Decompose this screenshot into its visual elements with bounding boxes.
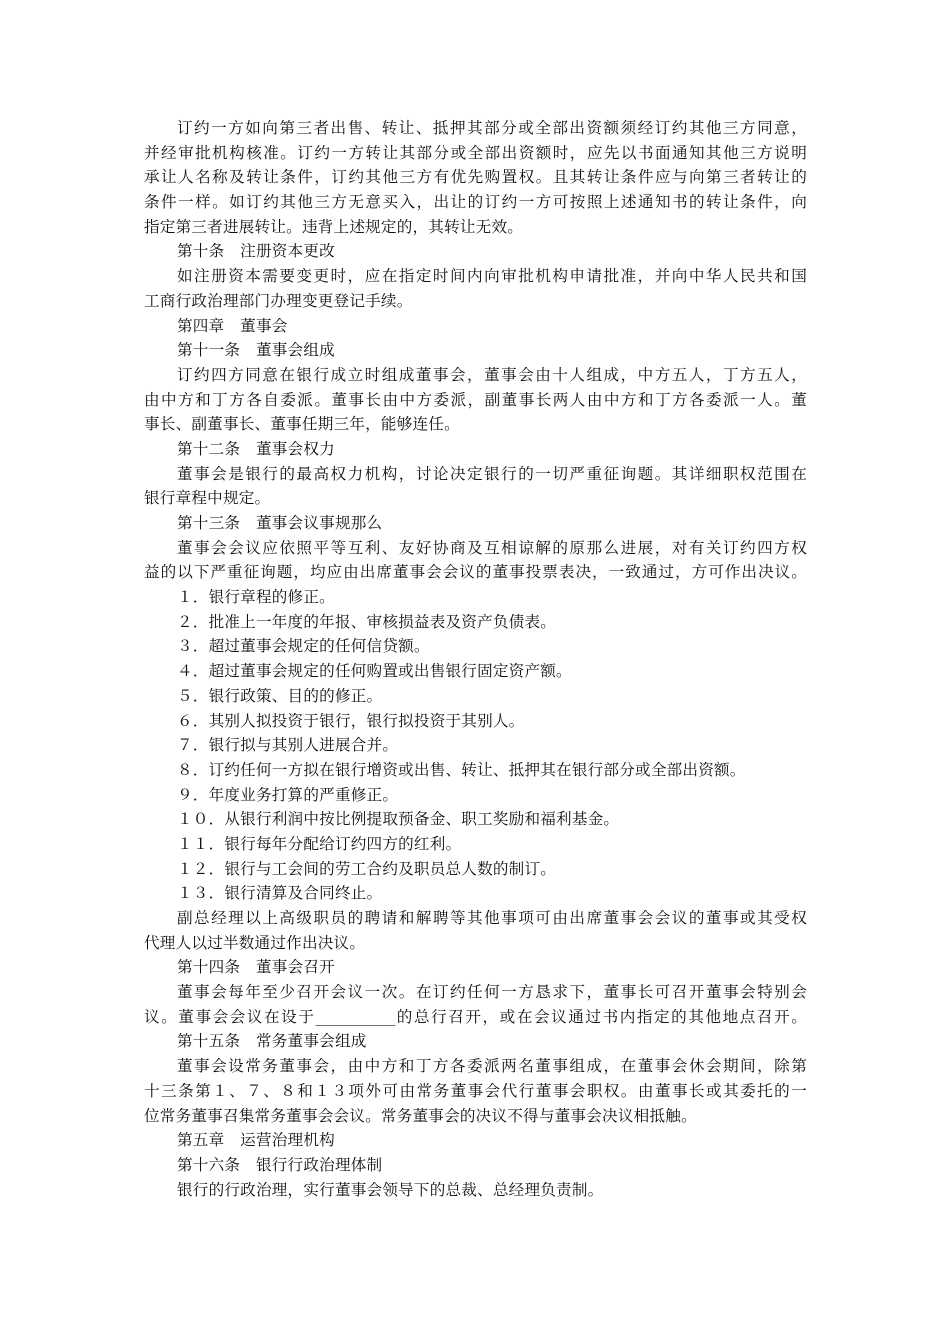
- text-line: 益的以下严重征询题，均应由出席董事会会议的董事投票表决，一致通过，方可作出决议。: [144, 563, 807, 582]
- text-line: １１．银行每年分配给订约四方的红利。: [177, 834, 462, 853]
- text-line: ４．超过董事会规定的任何购置或出售银行固定资产额。: [177, 662, 572, 681]
- text-line: 代理人以过半数通过作出决议。: [144, 933, 366, 952]
- text-line: 条件一样。如订约其他三方无意买入，出让的订约一方可按照上述通知书的转让条件，向: [144, 193, 807, 212]
- text-line: 董事会是银行的最高权力机构，讨论决定银行的一切严重征询题。其详细职权范围在: [177, 464, 807, 483]
- text-line: １２．银行与工会间的劳工合约及职员总人数的制订。: [177, 859, 557, 878]
- text-line: 承让人名称及转让条件，订约其他三方有优先购置权。且其转让条件应与向第三者转让的: [144, 168, 807, 187]
- text-line: 订约四方同意在银行成立时组成董事会，董事会由十人组成，中方五人，丁方五人，: [177, 365, 807, 384]
- text-line: 董事会会议应依照平等互利、友好协商及互相谅解的原那么进展，对有关订约四方权: [177, 538, 807, 557]
- text-line: ２．批准上一年度的年报、审核损益表及资产负债表。: [177, 612, 557, 631]
- text-line: １．银行章程的修正。: [177, 588, 335, 607]
- text-line: 董事会设常务董事会，由中方和丁方各委派两名董事组成，在董事会休会期间，除第: [177, 1057, 807, 1076]
- text-line: 副总经理以上高级职员的聘请和解聘等其他事项可由出席董事会会议的董事或其受权: [177, 909, 807, 927]
- text-line: 第五章 运营治理机构: [177, 1131, 335, 1150]
- text-line: 工商行政治理部门办理变更登记手续。: [144, 291, 413, 310]
- text-line: 事长、副董事长、董事任期三年，能够连任。: [144, 415, 460, 434]
- text-line: 如注册资本需要变更时，应在指定时间内向审批机构申请批准，并向中华人民共和国: [177, 267, 807, 286]
- text-line: 订约一方如向第三者出售、转让、抵押其部分或全部出资额须经订约其他三方同意，: [177, 119, 807, 137]
- text-line: 并经审批机构核准。订约一方转让其部分或全部出资额时，应先以书面通知其他三方说明: [144, 143, 807, 162]
- text-line: ７．银行拟与其别人进展合并。: [177, 736, 399, 755]
- text-line: 指定第三者进展转让。违背上述规定的，其转让无效。: [144, 217, 524, 236]
- text-line: 第十四条 董事会召开: [177, 958, 335, 977]
- text-line: 十三条第１、７、８和１３项外可由常务董事会代行董事会职权。由董事长或其委托的一: [144, 1081, 807, 1100]
- text-line: 第十一条 董事会组成: [177, 341, 335, 360]
- text-line: 第十二条 董事会权力: [177, 439, 335, 458]
- text-line: 第十条 注册资本更改: [177, 242, 335, 261]
- text-line: ８．订约任何一方拟在银行增资或出售、转让、抵押其在银行部分或全部出资额。: [177, 760, 746, 779]
- text-line: 董事会每年至少召开会议一次。在订约任何一方恳求下，董事长可召开董事会特别会: [177, 983, 807, 1002]
- text-line: １０．从银行利润中按比例提取预备金、职工奖励和福利基金。: [177, 810, 620, 829]
- text-line: 第四章 董事会: [177, 316, 288, 335]
- text-line: 银行章程中规定。: [144, 489, 271, 508]
- text-line: 银行的行政治理，实行董事会领导下的总裁、总经理负责制。: [177, 1180, 604, 1199]
- text-line: ６．其别人拟投资于银行，银行拟投资于其别人。: [177, 711, 525, 730]
- text-line: ３．超过董事会规定的任何信贷额。: [177, 637, 430, 656]
- text-line: 议。董事会会议在设于__________的总行召开，或在会议通过书内指定的其他地点召开。: [144, 1007, 807, 1026]
- text-line: ５．银行政策、目的的修正。: [177, 686, 383, 705]
- text-line: 位常务董事召集常务董事会会议。常务董事会的决议不得与董事会决议相抵触。: [144, 1106, 697, 1125]
- text-line: 第十三条 董事会议事规那么: [177, 514, 383, 532]
- text-line: 第十六条 银行行政治理体制: [177, 1155, 383, 1174]
- text-line: 第十五条 常务董事会组成: [177, 1032, 367, 1051]
- text-line: ９．年度业务打算的严重修正。: [177, 785, 399, 804]
- text-line: １３．银行清算及合同终止。: [177, 884, 383, 903]
- text-line: 由中方和丁方各自委派。董事长由中方委派，副董事长两人由中方和丁方各委派一人。董: [144, 390, 807, 409]
